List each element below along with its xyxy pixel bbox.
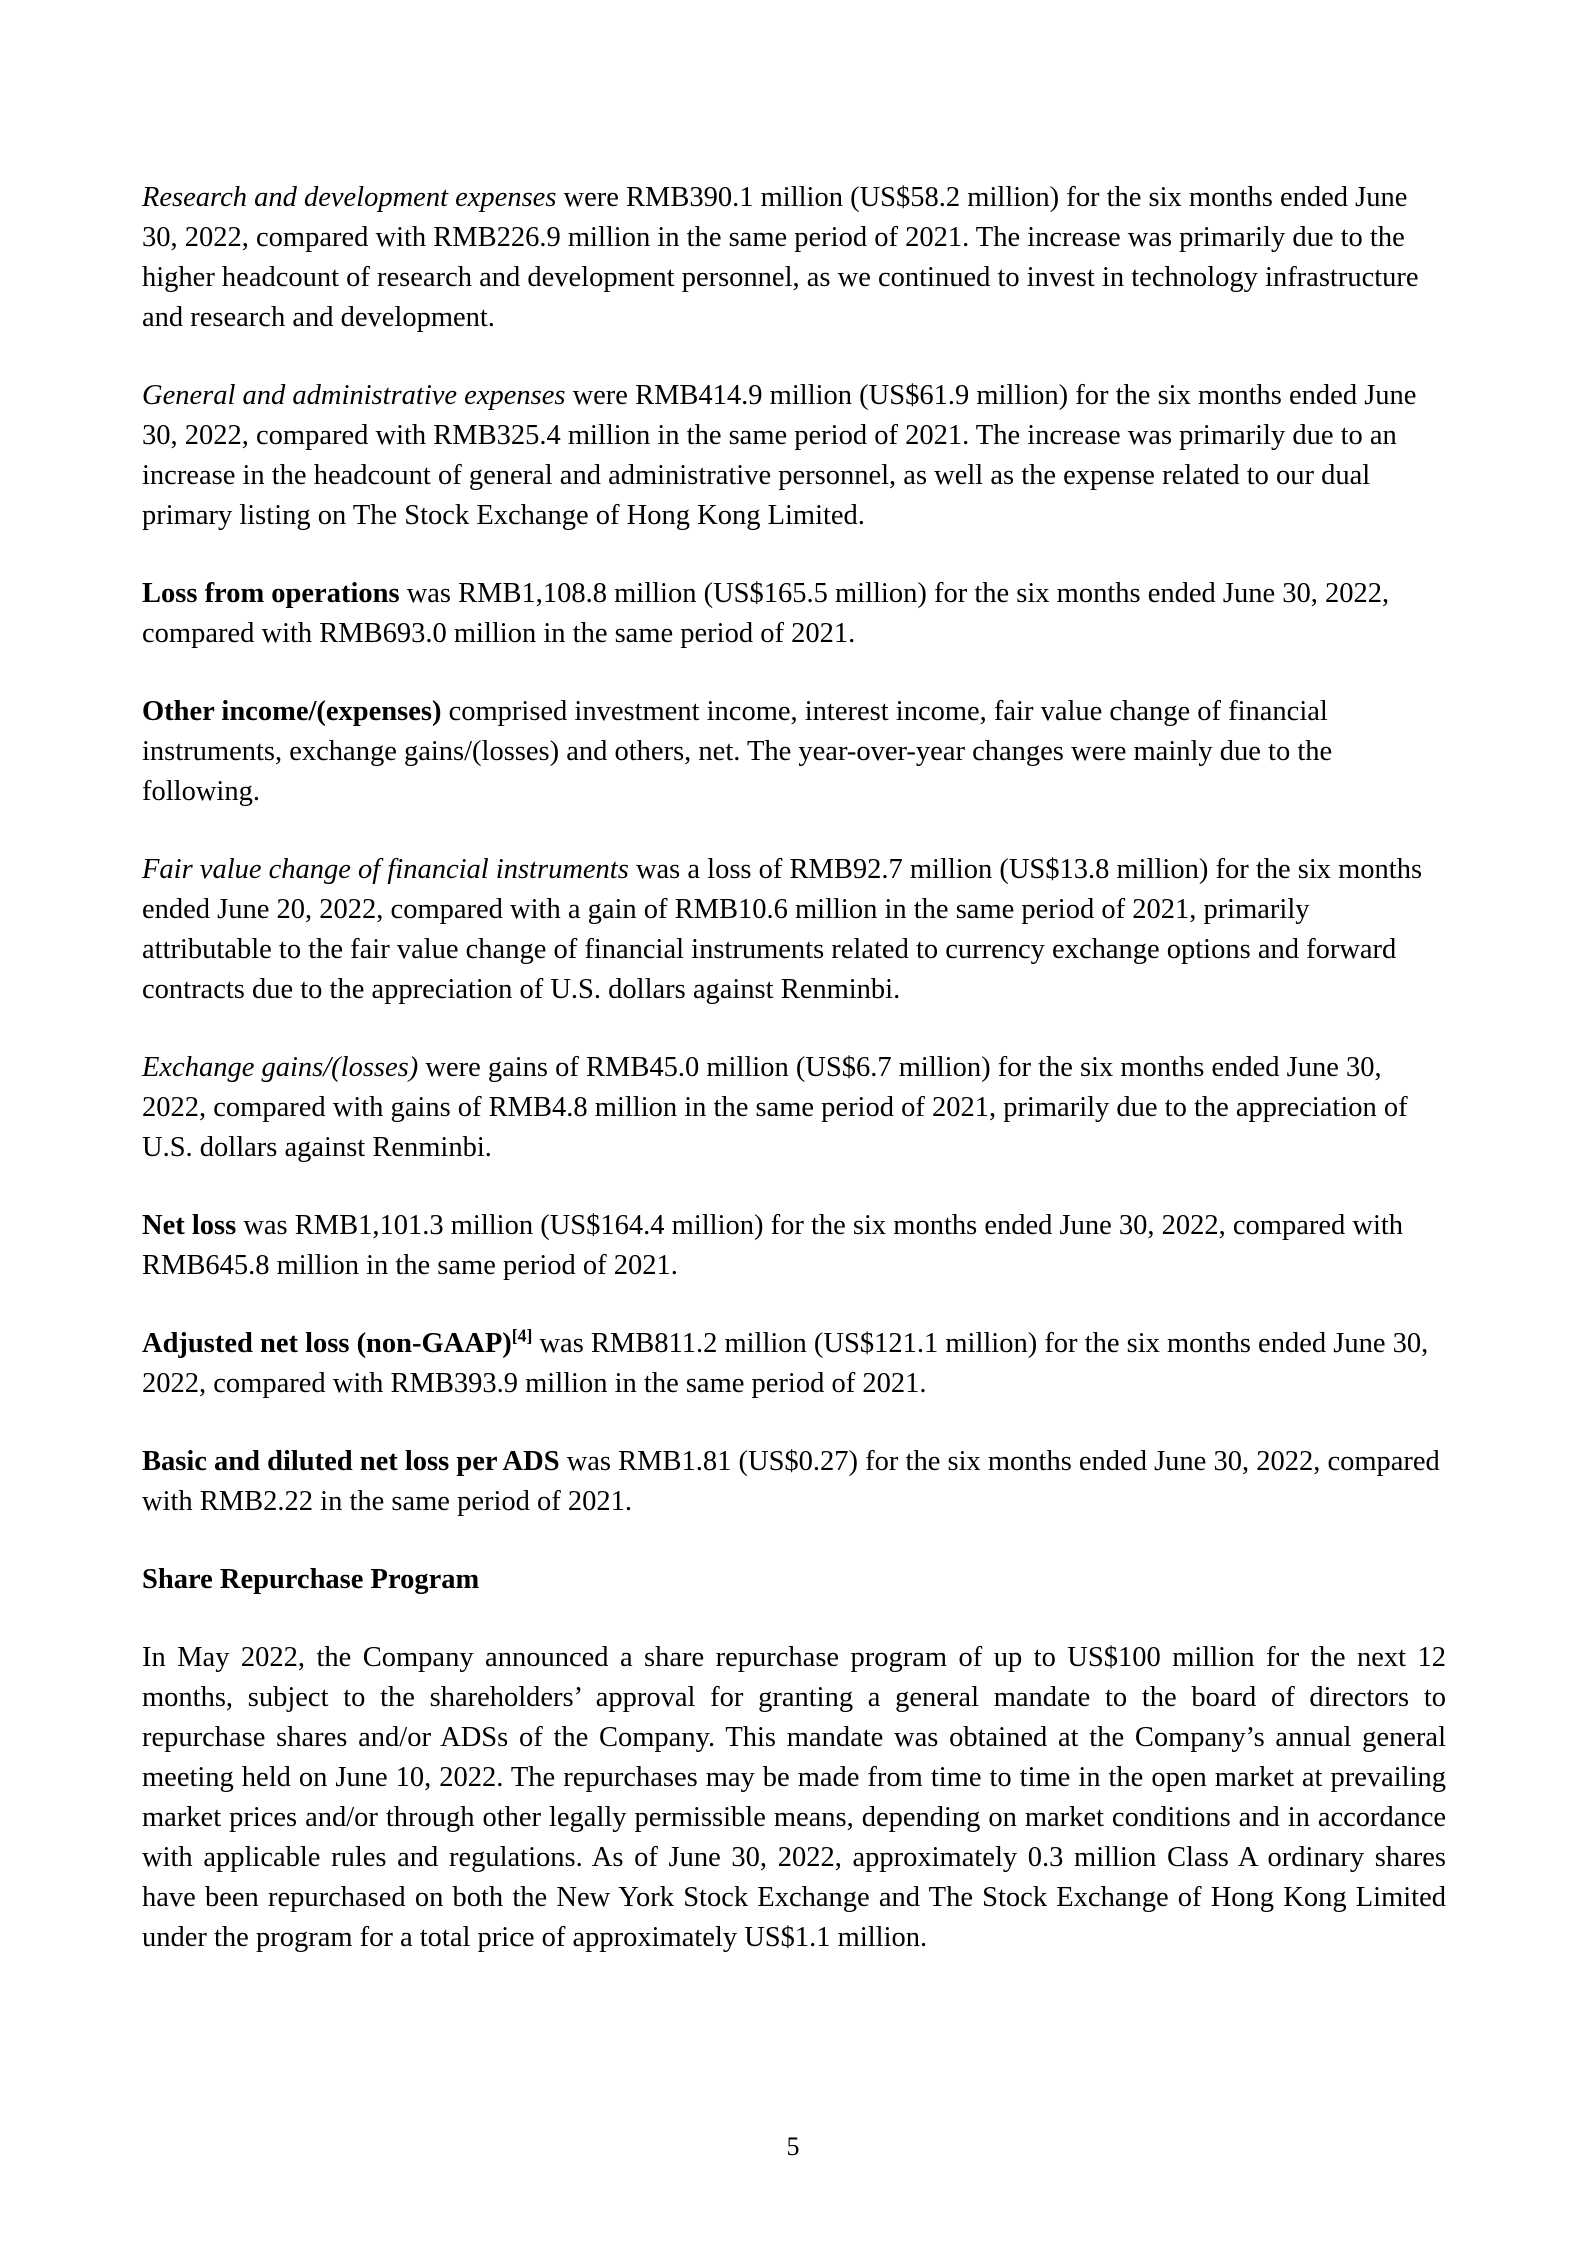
paragraph-net-loss	[142, 1206, 1446, 1286]
text-run-superscript: [4]	[511, 1325, 533, 1346]
text-run-normal: was a loss of RMB92.7 million (US$13.8 million) for the six months ended June 20, 2022, compared with a gain of RMB10.6 million in the same period of 2021, primarily attributable to the fair value change of financial instruments related to currency exchange options and forward contracts due to the appreciation of U.S. dollars against Renminbi.	[142, 854, 1423, 1005]
text-run-bold: Other income/(expenses)	[142, 696, 442, 727]
text-run-italic: Research and development expenses	[142, 182, 557, 213]
paragraph-research-and-development-expenses	[142, 178, 1446, 338]
text-run-normal: were gains of RMB45.0 million (US$6.7 million) for the six months ended June 30, 2022, compared with gains of RMB4.8 million in the same period of 2021, primarily due to the appreciation of U.S. dollars against Renminbi.	[142, 1052, 1408, 1163]
document-body	[142, 178, 1446, 1996]
text-run-bold: Share Repurchase Program	[142, 1564, 480, 1595]
text-run-normal: was RMB1,108.8 million (US$165.5 million) for the six months ended June 30, 2022, compared with RMB693.0 million in the same period of 2021.	[142, 578, 1390, 649]
heading-share-repurchase-program	[142, 1560, 1446, 1600]
paragraph-other-income-expenses	[142, 692, 1446, 812]
page-number: 5	[786, 2132, 800, 2161]
text-run-bold: Adjusted net loss (non-GAAP)	[142, 1328, 512, 1359]
text-run-normal: was RMB1,101.3 million (US$164.4 million) for the six months ended June 30, 2022, compared with RMB645.8 million in the same period of 2021.	[142, 1210, 1404, 1281]
paragraph-loss-from-operations	[142, 574, 1446, 654]
paragraph-general-and-administrative-expenses	[142, 376, 1446, 536]
text-run-bold: Basic and diluted net loss per ADS	[142, 1446, 560, 1477]
text-run-normal: comprised investment income, interest income, fair value change of financial instruments, exchange gains/(losses) and others, net. The year-over-year changes were mainly due to the following.	[142, 696, 1333, 807]
paragraph-fair-value-change-of-financial-instruments	[142, 850, 1446, 1010]
paragraph-share-repurchase-details	[142, 1638, 1446, 1958]
text-run-bold: Net loss	[142, 1210, 237, 1241]
text-run-normal: were RMB414.9 million (US$61.9 million) for the six months ended June 30, 2022, compared with RMB325.4 million in the same period of 2021. The increase was primarily due to an increase in the headcount of general and administrative personnel, as well as the expense related to our dual primary listing on The Stock Exchange of Hong Kong Limited.	[142, 380, 1417, 531]
text-run-normal: was RMB1.81 (US$0.27) for the six months ended June 30, 2022, compared with RMB2.22 in the same period of 2021.	[142, 1446, 1440, 1517]
paragraph-adjusted-net-loss-non-gaap	[142, 1324, 1446, 1404]
text-run-italic: Exchange gains/(losses)	[142, 1052, 419, 1083]
paragraph-basic-and-diluted-net-loss-per-ads	[142, 1442, 1446, 1522]
paragraph-exchange-gains-losses	[142, 1048, 1446, 1168]
text-run-bold: Loss from operations	[142, 578, 400, 609]
text-run-italic: Fair value change of financial instruments	[142, 854, 629, 885]
text-run-normal: In May 2022, the Company announced a share repurchase program of up to US$100 million for the next 12 months, subject to the shareholders’ approval for granting a general mandate to the board of directors to repurchase shares and/or ADSs of the Company. This mandate was obtained at the Company’s annual general meeting held on June 10, 2022. The repurchases may be made from time to time in the open market at prevailing market prices and/or through other legally permissible means, depending on market conditions and in accordance with applicable rules and regulations. As of June 30, 2022, approximately 0.3 million Class A ordinary shares have been repurchased on both the New York Stock Exchange and The Stock Exchange of Hong Kong Limited under the program for a total price of approximately US$1.1 million.	[142, 1642, 1446, 1953]
text-run-normal: were RMB390.1 million (US$58.2 million) for the six months ended June 30, 2022, compared with RMB226.9 million in the same period of 2021. The increase was primarily due to the higher headcount of research and development personnel, as we continued to invest in technology infrastructure and research and development.	[142, 182, 1419, 333]
text-run-normal: was RMB811.2 million (US$121.1 million) for the six months ended June 30, 2022, compared with RMB393.9 million in the same period of 2021.	[142, 1328, 1429, 1399]
text-run-italic: General and administrative expenses	[142, 380, 566, 411]
